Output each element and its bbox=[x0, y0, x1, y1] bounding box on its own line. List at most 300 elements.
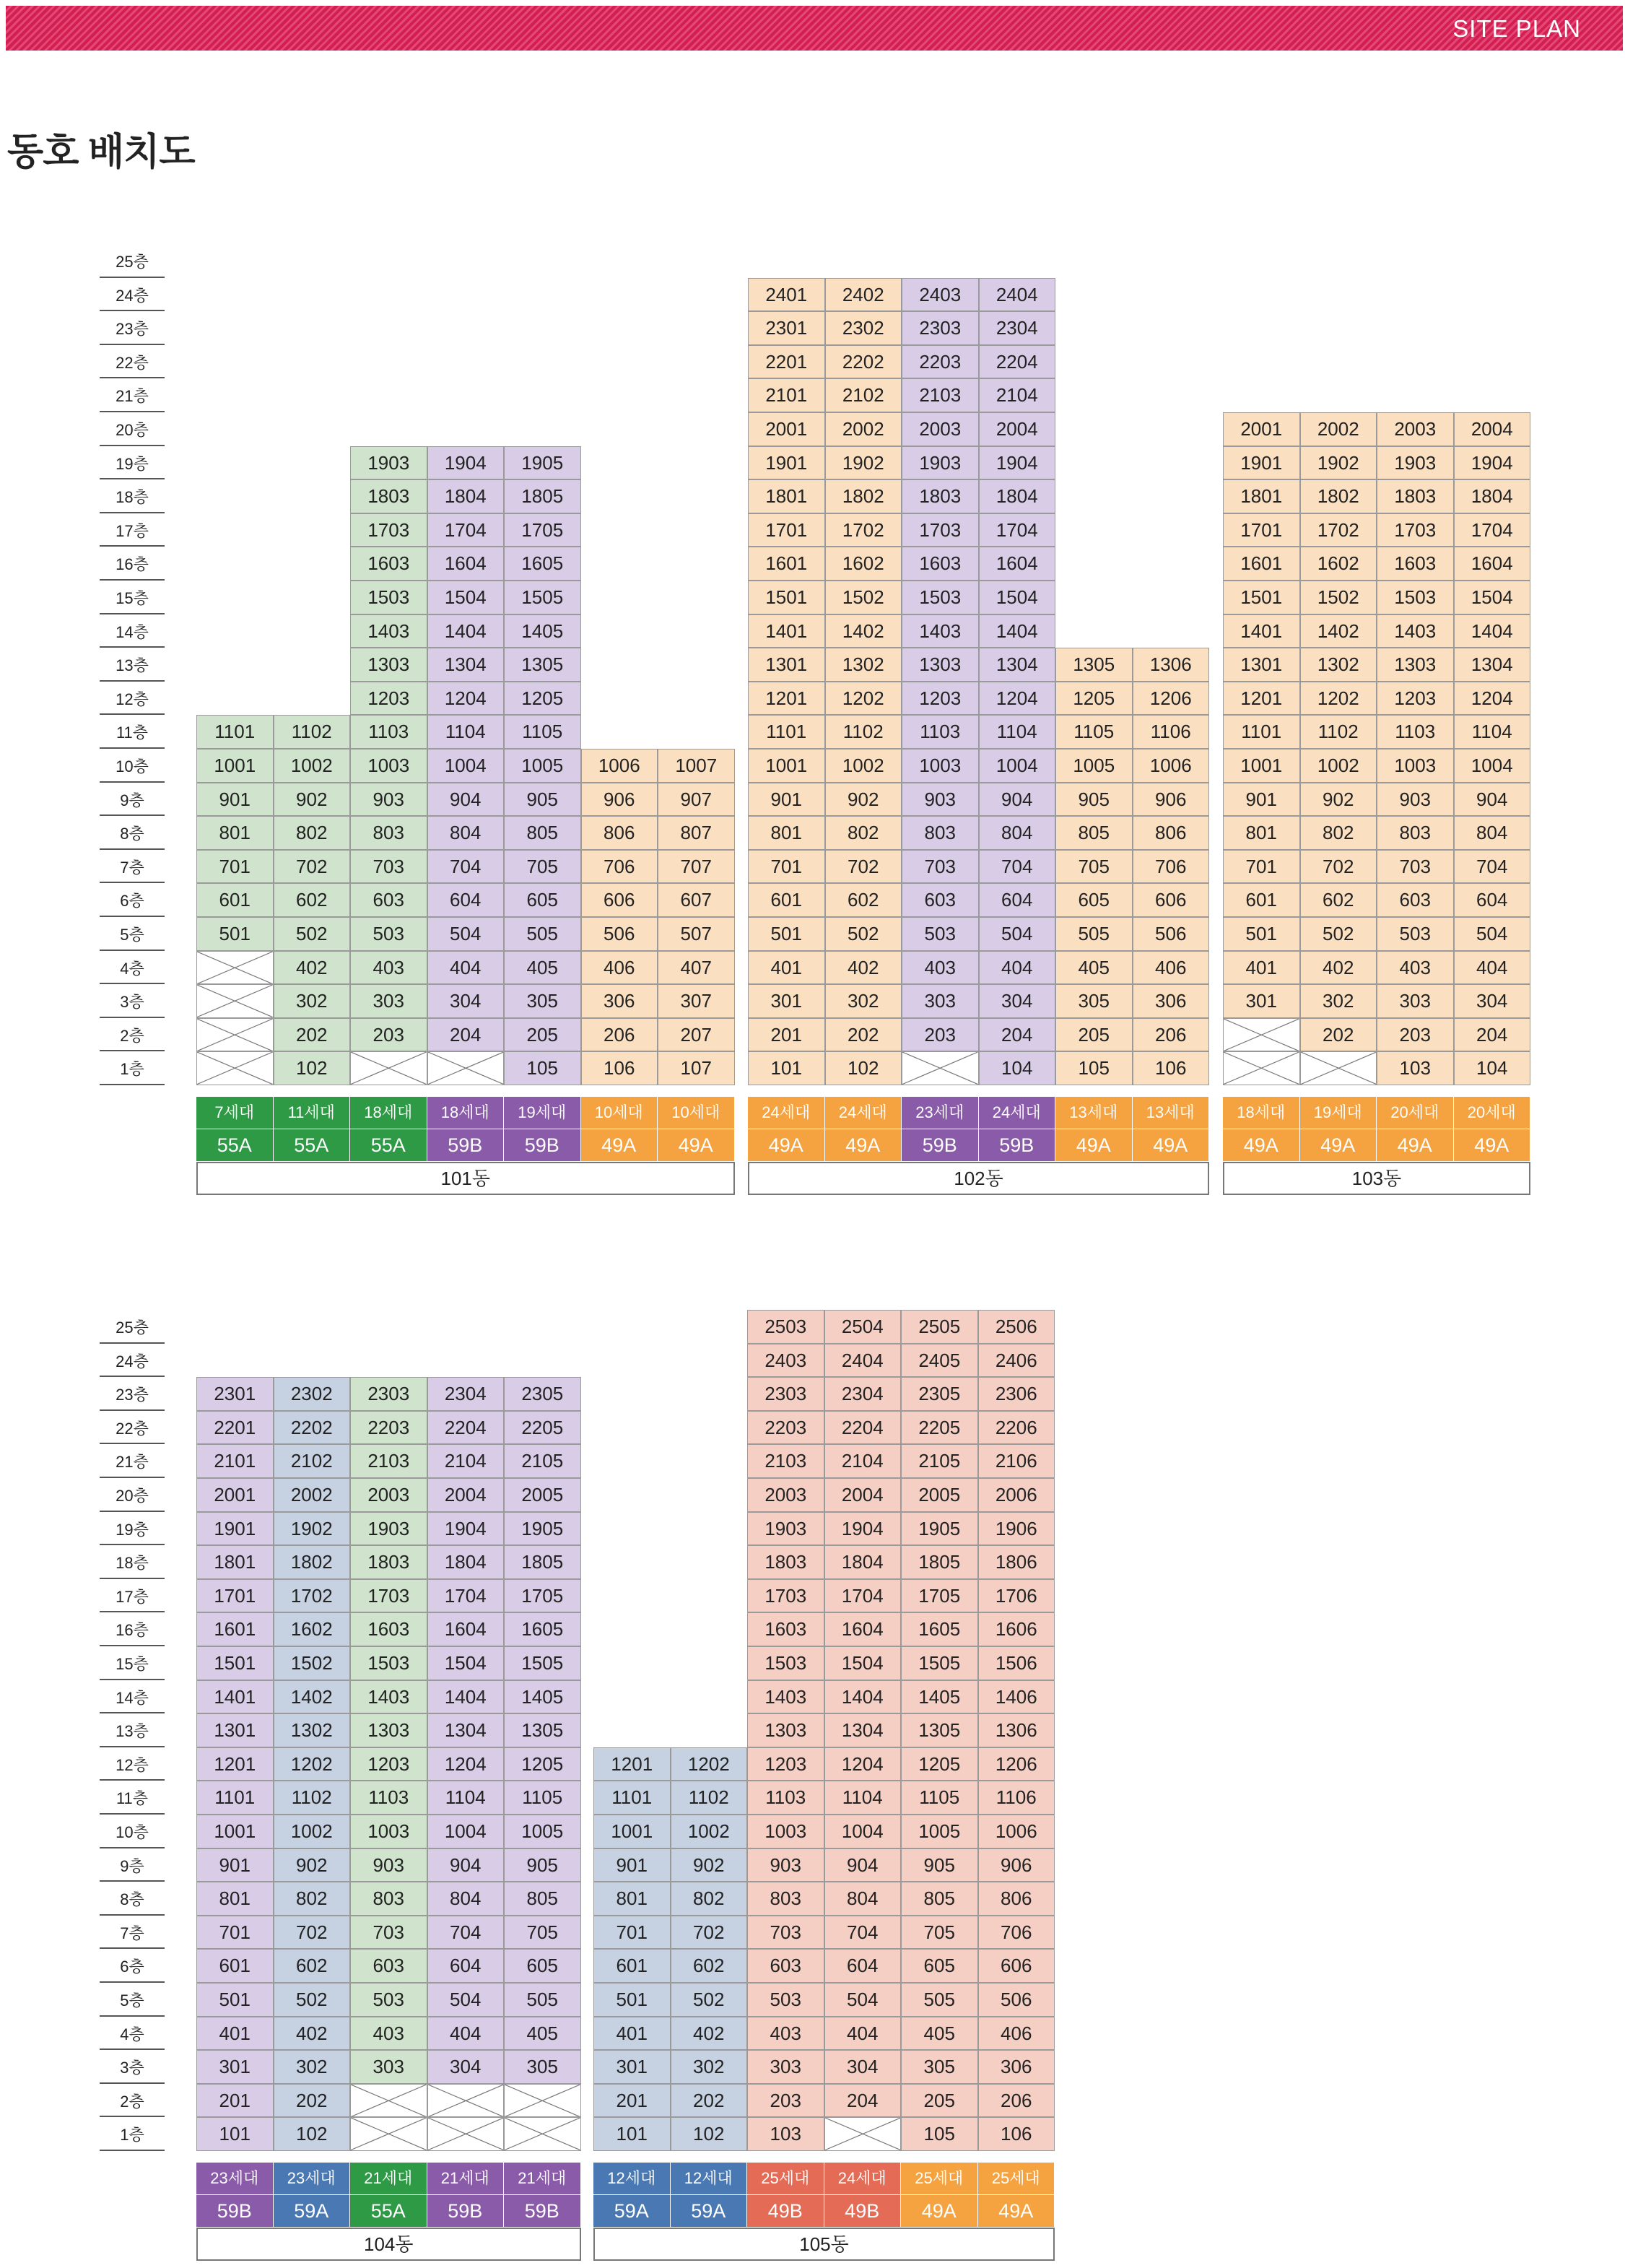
unit-cell[interactable]: 1104 bbox=[824, 1781, 902, 1815]
unit-cell[interactable]: 1303 bbox=[747, 1713, 824, 1747]
unit-cell[interactable]: 104 bbox=[979, 1051, 1056, 1085]
unit-cell[interactable]: 2504 bbox=[824, 1310, 902, 1344]
unit-cell[interactable]: 606 bbox=[1133, 883, 1210, 917]
unit-cell[interactable]: 302 bbox=[671, 2050, 748, 2084]
unit-cell[interactable]: 405 bbox=[901, 2017, 978, 2051]
unit-cell[interactable]: 1501 bbox=[196, 1646, 274, 1680]
unit-cell[interactable]: 1504 bbox=[427, 581, 505, 614]
unit-cell[interactable]: 302 bbox=[274, 984, 351, 1018]
unit-cell[interactable]: 1001 bbox=[1223, 749, 1300, 783]
unit-cell[interactable]: 2303 bbox=[747, 1377, 824, 1411]
unit-cell[interactable]: 2304 bbox=[979, 311, 1056, 345]
unit-cell[interactable]: 2303 bbox=[350, 1377, 427, 1411]
unit-cell[interactable]: 2404 bbox=[824, 1344, 902, 1378]
unit-cell[interactable]: 1903 bbox=[350, 1512, 427, 1546]
unit-cell[interactable]: 1806 bbox=[978, 1545, 1055, 1579]
unit-cell[interactable]: 604 bbox=[979, 883, 1056, 917]
unit-cell[interactable]: 504 bbox=[427, 917, 505, 951]
unit-cell[interactable]: 1505 bbox=[901, 1646, 978, 1680]
unit-cell[interactable]: 904 bbox=[1454, 783, 1531, 817]
unit-cell[interactable]: 503 bbox=[350, 1983, 427, 2017]
unit-cell[interactable]: 505 bbox=[901, 1983, 978, 2017]
unit-cell[interactable]: 1503 bbox=[902, 581, 979, 614]
unit-cell[interactable]: 2105 bbox=[504, 1444, 581, 1478]
unit-cell[interactable]: 604 bbox=[427, 1949, 505, 1983]
unit-cell[interactable]: 2305 bbox=[504, 1377, 581, 1411]
unit-cell[interactable]: 1103 bbox=[747, 1781, 824, 1815]
unit-cell[interactable]: 2205 bbox=[901, 1411, 978, 1445]
unit-cell[interactable]: 1201 bbox=[1223, 682, 1300, 716]
unit-cell[interactable]: 907 bbox=[658, 783, 735, 817]
unit-cell[interactable]: 1801 bbox=[748, 479, 825, 513]
unit-cell[interactable]: 1504 bbox=[979, 581, 1056, 614]
unit-cell[interactable]: 1604 bbox=[824, 1612, 902, 1646]
unit-cell[interactable]: 805 bbox=[1055, 816, 1133, 850]
unit-cell[interactable]: 2405 bbox=[901, 1344, 978, 1378]
unit-cell[interactable]: 406 bbox=[978, 2017, 1055, 2051]
unit-cell[interactable]: 1001 bbox=[748, 749, 825, 783]
unit-cell[interactable]: 901 bbox=[1223, 783, 1300, 817]
unit-cell[interactable]: 704 bbox=[427, 1916, 505, 1950]
unit-cell[interactable]: 1103 bbox=[1377, 715, 1454, 749]
unit-cell[interactable]: 302 bbox=[1300, 984, 1377, 1018]
unit-cell[interactable]: 1303 bbox=[902, 648, 979, 682]
unit-cell[interactable]: 901 bbox=[748, 783, 825, 817]
unit-cell[interactable]: 1003 bbox=[747, 1815, 824, 1848]
unit-cell[interactable]: 1305 bbox=[504, 1713, 581, 1747]
unit-cell[interactable]: 505 bbox=[504, 1983, 581, 2017]
unit-cell[interactable]: 703 bbox=[350, 850, 427, 884]
unit-cell[interactable]: 402 bbox=[825, 951, 902, 985]
unit-cell[interactable]: 701 bbox=[196, 1916, 274, 1950]
unit-cell[interactable]: 802 bbox=[274, 1882, 351, 1916]
unit-cell[interactable]: 2104 bbox=[824, 1444, 902, 1478]
unit-cell[interactable]: 1301 bbox=[1223, 648, 1300, 682]
unit-cell[interactable]: 1205 bbox=[504, 1747, 581, 1781]
unit-cell[interactable]: 105 bbox=[1055, 1051, 1133, 1085]
unit-cell[interactable]: 904 bbox=[979, 783, 1056, 817]
unit-cell[interactable]: 904 bbox=[427, 1848, 505, 1882]
unit-cell[interactable]: 1601 bbox=[748, 547, 825, 581]
unit-cell[interactable]: 2503 bbox=[747, 1310, 824, 1344]
unit-cell[interactable]: 405 bbox=[504, 2017, 581, 2051]
unit-cell[interactable]: 1505 bbox=[504, 1646, 581, 1680]
unit-cell[interactable]: 1705 bbox=[504, 1579, 581, 1613]
unit-cell[interactable]: 1003 bbox=[902, 749, 979, 783]
unit-cell[interactable]: 506 bbox=[978, 1983, 1055, 2017]
unit-cell[interactable]: 1001 bbox=[196, 1815, 274, 1848]
unit-cell[interactable]: 1404 bbox=[824, 1680, 902, 1714]
unit-cell[interactable]: 605 bbox=[504, 1949, 581, 1983]
unit-cell[interactable]: 1106 bbox=[1133, 715, 1210, 749]
unit-cell[interactable]: 803 bbox=[350, 816, 427, 850]
unit-cell[interactable]: 1702 bbox=[1300, 513, 1377, 547]
unit-cell[interactable]: 2305 bbox=[901, 1377, 978, 1411]
unit-cell[interactable]: 1006 bbox=[978, 1815, 1055, 1848]
unit-cell[interactable]: 1004 bbox=[824, 1815, 902, 1848]
unit-cell[interactable]: 1101 bbox=[593, 1781, 671, 1815]
unit-cell[interactable]: 2303 bbox=[902, 311, 979, 345]
unit-cell[interactable]: 2306 bbox=[978, 1377, 1055, 1411]
unit-cell[interactable]: 1901 bbox=[196, 1512, 274, 1546]
unit-cell[interactable]: 406 bbox=[1133, 951, 1210, 985]
unit-cell[interactable]: 1703 bbox=[747, 1579, 824, 1613]
unit-cell[interactable]: 905 bbox=[504, 783, 581, 817]
unit-cell[interactable]: 405 bbox=[1055, 951, 1133, 985]
unit-cell[interactable]: 1801 bbox=[196, 1545, 274, 1579]
unit-cell[interactable]: 305 bbox=[901, 2050, 978, 2084]
unit-cell[interactable]: 403 bbox=[350, 2017, 427, 2051]
unit-cell[interactable]: 1904 bbox=[979, 446, 1056, 480]
unit-cell[interactable]: 806 bbox=[1133, 816, 1210, 850]
unit-cell[interactable]: 1101 bbox=[196, 1781, 274, 1815]
unit-cell[interactable]: 2005 bbox=[504, 1478, 581, 1512]
unit-cell[interactable]: 902 bbox=[671, 1848, 748, 1882]
unit-cell[interactable]: 1903 bbox=[1377, 446, 1454, 480]
unit-cell[interactable]: 304 bbox=[1454, 984, 1531, 1018]
unit-cell[interactable]: 201 bbox=[593, 2084, 671, 2118]
unit-cell[interactable]: 902 bbox=[1300, 783, 1377, 817]
unit-cell[interactable]: 106 bbox=[978, 2117, 1055, 2151]
unit-cell[interactable]: 1903 bbox=[350, 446, 427, 480]
unit-cell[interactable]: 1204 bbox=[1454, 682, 1531, 716]
unit-cell[interactable]: 1105 bbox=[504, 715, 581, 749]
unit-cell[interactable]: 801 bbox=[593, 1882, 671, 1916]
unit-cell[interactable]: 1503 bbox=[350, 1646, 427, 1680]
unit-cell[interactable]: 1902 bbox=[1300, 446, 1377, 480]
unit-cell[interactable]: 2202 bbox=[274, 1411, 351, 1445]
unit-cell[interactable]: 105 bbox=[901, 2117, 978, 2151]
unit-cell[interactable]: 2404 bbox=[979, 278, 1056, 312]
unit-cell[interactable]: 504 bbox=[427, 1983, 505, 2017]
unit-cell[interactable]: 1803 bbox=[1377, 479, 1454, 513]
unit-cell[interactable]: 702 bbox=[274, 850, 351, 884]
unit-cell[interactable]: 404 bbox=[979, 951, 1056, 985]
unit-cell[interactable]: 502 bbox=[274, 917, 351, 951]
unit-cell[interactable]: 1105 bbox=[901, 1781, 978, 1815]
unit-cell[interactable]: 107 bbox=[658, 1051, 735, 1085]
unit-cell[interactable]: 1905 bbox=[901, 1512, 978, 1546]
unit-cell[interactable]: 601 bbox=[196, 883, 274, 917]
unit-cell[interactable]: 1204 bbox=[427, 682, 505, 716]
unit-cell[interactable]: 1101 bbox=[1223, 715, 1300, 749]
unit-cell[interactable]: 1905 bbox=[504, 446, 581, 480]
unit-cell[interactable]: 405 bbox=[504, 951, 581, 985]
unit-cell[interactable]: 1202 bbox=[274, 1747, 351, 1781]
unit-cell[interactable]: 806 bbox=[581, 816, 658, 850]
unit-cell[interactable]: 1304 bbox=[427, 648, 505, 682]
unit-cell[interactable]: 306 bbox=[978, 2050, 1055, 2084]
unit-cell[interactable]: 903 bbox=[747, 1848, 824, 1882]
unit-cell[interactable]: 601 bbox=[593, 1949, 671, 1983]
unit-cell[interactable]: 1201 bbox=[196, 1747, 274, 1781]
unit-cell[interactable]: 505 bbox=[504, 917, 581, 951]
unit-cell[interactable]: 503 bbox=[747, 1983, 824, 2017]
unit-cell[interactable]: 1604 bbox=[979, 547, 1056, 581]
unit-cell[interactable]: 1004 bbox=[427, 749, 505, 783]
unit-cell[interactable]: 604 bbox=[824, 1949, 902, 1983]
unit-cell[interactable]: 302 bbox=[274, 2050, 351, 2084]
unit-cell[interactable]: 1203 bbox=[747, 1747, 824, 1781]
unit-cell[interactable]: 202 bbox=[274, 1018, 351, 1052]
unit-cell[interactable]: 602 bbox=[671, 1949, 748, 1983]
unit-cell[interactable]: 1604 bbox=[1454, 547, 1531, 581]
unit-cell[interactable]: 2103 bbox=[902, 378, 979, 412]
unit-cell[interactable]: 1402 bbox=[1300, 614, 1377, 648]
unit-cell[interactable]: 606 bbox=[581, 883, 658, 917]
unit-cell[interactable]: 1305 bbox=[1055, 648, 1133, 682]
unit-cell[interactable]: 501 bbox=[1223, 917, 1300, 951]
unit-cell[interactable]: 2203 bbox=[747, 1411, 824, 1445]
unit-cell[interactable]: 2101 bbox=[196, 1444, 274, 1478]
unit-cell[interactable]: 803 bbox=[902, 816, 979, 850]
unit-cell[interactable]: 602 bbox=[274, 1949, 351, 1983]
unit-cell[interactable]: 1002 bbox=[825, 749, 902, 783]
unit-cell[interactable]: 906 bbox=[1133, 783, 1210, 817]
unit-cell[interactable]: 2006 bbox=[978, 1478, 1055, 1512]
unit-cell[interactable]: 502 bbox=[1300, 917, 1377, 951]
unit-cell[interactable]: 204 bbox=[427, 1018, 505, 1052]
unit-cell[interactable]: 906 bbox=[581, 783, 658, 817]
unit-cell[interactable]: 2204 bbox=[824, 1411, 902, 1445]
unit-cell[interactable]: 801 bbox=[196, 1882, 274, 1916]
unit-cell[interactable]: 304 bbox=[979, 984, 1056, 1018]
unit-cell[interactable]: 2301 bbox=[196, 1377, 274, 1411]
unit-cell[interactable]: 301 bbox=[1223, 984, 1300, 1018]
unit-cell[interactable]: 1102 bbox=[274, 715, 351, 749]
unit-cell[interactable]: 1506 bbox=[978, 1646, 1055, 1680]
unit-cell[interactable]: 1001 bbox=[593, 1815, 671, 1848]
unit-cell[interactable]: 1401 bbox=[196, 1680, 274, 1714]
unit-cell[interactable]: 705 bbox=[504, 850, 581, 884]
unit-cell[interactable]: 1206 bbox=[1133, 682, 1210, 716]
unit-cell[interactable]: 2206 bbox=[978, 1411, 1055, 1445]
unit-cell[interactable]: 1502 bbox=[274, 1646, 351, 1680]
unit-cell[interactable]: 303 bbox=[350, 2050, 427, 2084]
unit-cell[interactable]: 106 bbox=[581, 1051, 658, 1085]
unit-cell[interactable]: 1603 bbox=[350, 547, 427, 581]
unit-cell[interactable]: 502 bbox=[671, 1983, 748, 2017]
unit-cell[interactable]: 503 bbox=[350, 917, 427, 951]
unit-cell[interactable]: 1305 bbox=[504, 648, 581, 682]
unit-cell[interactable]: 903 bbox=[1377, 783, 1454, 817]
unit-cell[interactable]: 501 bbox=[593, 1983, 671, 2017]
unit-cell[interactable]: 501 bbox=[748, 917, 825, 951]
unit-cell[interactable]: 504 bbox=[1454, 917, 1531, 951]
unit-cell[interactable]: 1803 bbox=[350, 479, 427, 513]
unit-cell[interactable]: 502 bbox=[825, 917, 902, 951]
unit-cell[interactable]: 804 bbox=[1454, 816, 1531, 850]
unit-cell[interactable]: 804 bbox=[427, 1882, 505, 1916]
unit-cell[interactable]: 1606 bbox=[978, 1612, 1055, 1646]
unit-cell[interactable]: 202 bbox=[671, 2084, 748, 2118]
unit-cell[interactable]: 1703 bbox=[902, 513, 979, 547]
unit-cell[interactable]: 2201 bbox=[748, 345, 825, 379]
unit-cell[interactable]: 402 bbox=[671, 2017, 748, 2051]
unit-cell[interactable]: 1104 bbox=[427, 1781, 505, 1815]
unit-cell[interactable]: 2104 bbox=[427, 1444, 505, 1478]
unit-cell[interactable]: 903 bbox=[350, 1848, 427, 1882]
unit-cell[interactable]: 1802 bbox=[274, 1545, 351, 1579]
unit-cell[interactable]: 304 bbox=[427, 984, 505, 1018]
unit-cell[interactable]: 606 bbox=[978, 1949, 1055, 1983]
unit-cell[interactable]: 805 bbox=[901, 1882, 978, 1916]
unit-cell[interactable]: 1405 bbox=[901, 1680, 978, 1714]
unit-cell[interactable]: 902 bbox=[274, 783, 351, 817]
unit-cell[interactable]: 1805 bbox=[901, 1545, 978, 1579]
unit-cell[interactable]: 1504 bbox=[1454, 581, 1531, 614]
unit-cell[interactable]: 1202 bbox=[671, 1747, 748, 1781]
unit-cell[interactable]: 1007 bbox=[658, 749, 735, 783]
unit-cell[interactable]: 1205 bbox=[901, 1747, 978, 1781]
unit-cell[interactable]: 2204 bbox=[427, 1411, 505, 1445]
unit-cell[interactable]: 707 bbox=[658, 850, 735, 884]
unit-cell[interactable]: 706 bbox=[581, 850, 658, 884]
unit-cell[interactable]: 1904 bbox=[824, 1512, 902, 1546]
unit-cell[interactable]: 2203 bbox=[902, 345, 979, 379]
unit-cell[interactable]: 2201 bbox=[196, 1411, 274, 1445]
unit-cell[interactable]: 2003 bbox=[350, 1478, 427, 1512]
unit-cell[interactable]: 1003 bbox=[1377, 749, 1454, 783]
unit-cell[interactable]: 1303 bbox=[1377, 648, 1454, 682]
unit-cell[interactable]: 1004 bbox=[979, 749, 1056, 783]
unit-cell[interactable]: 1804 bbox=[427, 479, 505, 513]
unit-cell[interactable]: 1503 bbox=[1377, 581, 1454, 614]
unit-cell[interactable]: 1802 bbox=[825, 479, 902, 513]
unit-cell[interactable]: 2003 bbox=[1377, 412, 1454, 446]
unit-cell[interactable]: 607 bbox=[658, 883, 735, 917]
unit-cell[interactable]: 601 bbox=[748, 883, 825, 917]
unit-cell[interactable]: 1002 bbox=[274, 1815, 351, 1848]
unit-cell[interactable]: 303 bbox=[747, 2050, 824, 2084]
unit-cell[interactable]: 1603 bbox=[350, 1612, 427, 1646]
unit-cell[interactable]: 1605 bbox=[504, 1612, 581, 1646]
unit-cell[interactable]: 1304 bbox=[979, 648, 1056, 682]
unit-cell[interactable]: 1105 bbox=[1055, 715, 1133, 749]
unit-cell[interactable]: 202 bbox=[274, 2084, 351, 2118]
unit-cell[interactable]: 807 bbox=[658, 816, 735, 850]
unit-cell[interactable]: 1401 bbox=[748, 614, 825, 648]
unit-cell[interactable]: 705 bbox=[504, 1916, 581, 1950]
unit-cell[interactable]: 1503 bbox=[747, 1646, 824, 1680]
unit-cell[interactable]: 1601 bbox=[1223, 547, 1300, 581]
unit-cell[interactable]: 802 bbox=[825, 816, 902, 850]
unit-cell[interactable]: 1504 bbox=[824, 1646, 902, 1680]
unit-cell[interactable]: 603 bbox=[747, 1949, 824, 1983]
unit-cell[interactable]: 1701 bbox=[1223, 513, 1300, 547]
unit-cell[interactable]: 102 bbox=[671, 2117, 748, 2151]
unit-cell[interactable]: 303 bbox=[902, 984, 979, 1018]
unit-cell[interactable]: 1803 bbox=[902, 479, 979, 513]
unit-cell[interactable]: 2304 bbox=[427, 1377, 505, 1411]
unit-cell[interactable]: 2004 bbox=[979, 412, 1056, 446]
unit-cell[interactable]: 1101 bbox=[196, 715, 274, 749]
unit-cell[interactable]: 701 bbox=[748, 850, 825, 884]
unit-cell[interactable]: 1502 bbox=[1300, 581, 1377, 614]
unit-cell[interactable]: 1501 bbox=[1223, 581, 1300, 614]
unit-cell[interactable]: 401 bbox=[593, 2017, 671, 2051]
unit-cell[interactable]: 202 bbox=[825, 1018, 902, 1052]
unit-cell[interactable]: 1402 bbox=[825, 614, 902, 648]
unit-cell[interactable]: 702 bbox=[274, 1916, 351, 1950]
unit-cell[interactable]: 1201 bbox=[748, 682, 825, 716]
unit-cell[interactable]: 1203 bbox=[902, 682, 979, 716]
unit-cell[interactable]: 2102 bbox=[825, 378, 902, 412]
unit-cell[interactable]: 701 bbox=[196, 850, 274, 884]
unit-cell[interactable]: 1403 bbox=[747, 1680, 824, 1714]
unit-cell[interactable]: 601 bbox=[1223, 883, 1300, 917]
unit-cell[interactable]: 1904 bbox=[427, 1512, 505, 1546]
unit-cell[interactable]: 805 bbox=[504, 1882, 581, 1916]
unit-cell[interactable]: 1103 bbox=[350, 715, 427, 749]
unit-cell[interactable]: 803 bbox=[747, 1882, 824, 1916]
unit-cell[interactable]: 101 bbox=[748, 1051, 825, 1085]
unit-cell[interactable]: 407 bbox=[658, 951, 735, 985]
unit-cell[interactable]: 1503 bbox=[350, 581, 427, 614]
unit-cell[interactable]: 1006 bbox=[1133, 749, 1210, 783]
unit-cell[interactable]: 1604 bbox=[427, 1612, 505, 1646]
unit-cell[interactable]: 2003 bbox=[902, 412, 979, 446]
unit-cell[interactable]: 1206 bbox=[978, 1747, 1055, 1781]
unit-cell[interactable]: 404 bbox=[824, 2017, 902, 2051]
unit-cell[interactable]: 1004 bbox=[1454, 749, 1531, 783]
unit-cell[interactable]: 1504 bbox=[427, 1646, 505, 1680]
unit-cell[interactable]: 1204 bbox=[427, 1747, 505, 1781]
unit-cell[interactable]: 504 bbox=[824, 1983, 902, 2017]
unit-cell[interactable]: 206 bbox=[581, 1018, 658, 1052]
unit-cell[interactable]: 603 bbox=[1377, 883, 1454, 917]
unit-cell[interactable]: 2302 bbox=[825, 311, 902, 345]
unit-cell[interactable]: 1904 bbox=[1454, 446, 1531, 480]
unit-cell[interactable]: 2002 bbox=[1300, 412, 1377, 446]
unit-cell[interactable]: 204 bbox=[1454, 1018, 1531, 1052]
unit-cell[interactable]: 505 bbox=[1055, 917, 1133, 951]
unit-cell[interactable]: 1804 bbox=[1454, 479, 1531, 513]
unit-cell[interactable]: 1205 bbox=[1055, 682, 1133, 716]
unit-cell[interactable]: 803 bbox=[1377, 816, 1454, 850]
unit-cell[interactable]: 903 bbox=[902, 783, 979, 817]
unit-cell[interactable]: 1403 bbox=[350, 614, 427, 648]
unit-cell[interactable]: 103 bbox=[747, 2117, 824, 2151]
unit-cell[interactable]: 2506 bbox=[978, 1310, 1055, 1344]
unit-cell[interactable]: 102 bbox=[825, 1051, 902, 1085]
unit-cell[interactable]: 1205 bbox=[504, 682, 581, 716]
unit-cell[interactable]: 2103 bbox=[350, 1444, 427, 1478]
unit-cell[interactable]: 1002 bbox=[671, 1815, 748, 1848]
unit-cell[interactable]: 1901 bbox=[1223, 446, 1300, 480]
unit-cell[interactable]: 1204 bbox=[979, 682, 1056, 716]
unit-cell[interactable]: 501 bbox=[196, 1983, 274, 2017]
unit-cell[interactable]: 2205 bbox=[504, 1411, 581, 1445]
unit-cell[interactable]: 702 bbox=[825, 850, 902, 884]
unit-cell[interactable]: 2004 bbox=[427, 1478, 505, 1512]
unit-cell[interactable]: 1604 bbox=[427, 547, 505, 581]
unit-cell[interactable]: 305 bbox=[1055, 984, 1133, 1018]
unit-cell[interactable]: 2204 bbox=[979, 345, 1056, 379]
unit-cell[interactable]: 1703 bbox=[350, 1579, 427, 1613]
unit-cell[interactable]: 406 bbox=[581, 951, 658, 985]
unit-cell[interactable]: 1004 bbox=[427, 1815, 505, 1848]
unit-cell[interactable]: 301 bbox=[196, 2050, 274, 2084]
unit-cell[interactable]: 1103 bbox=[902, 715, 979, 749]
unit-cell[interactable]: 1102 bbox=[274, 1781, 351, 1815]
unit-cell[interactable]: 2105 bbox=[901, 1444, 978, 1478]
unit-cell[interactable]: 2005 bbox=[901, 1478, 978, 1512]
unit-cell[interactable]: 207 bbox=[658, 1018, 735, 1052]
unit-cell[interactable]: 404 bbox=[1454, 951, 1531, 985]
unit-cell[interactable]: 403 bbox=[902, 951, 979, 985]
unit-cell[interactable]: 104 bbox=[1454, 1051, 1531, 1085]
